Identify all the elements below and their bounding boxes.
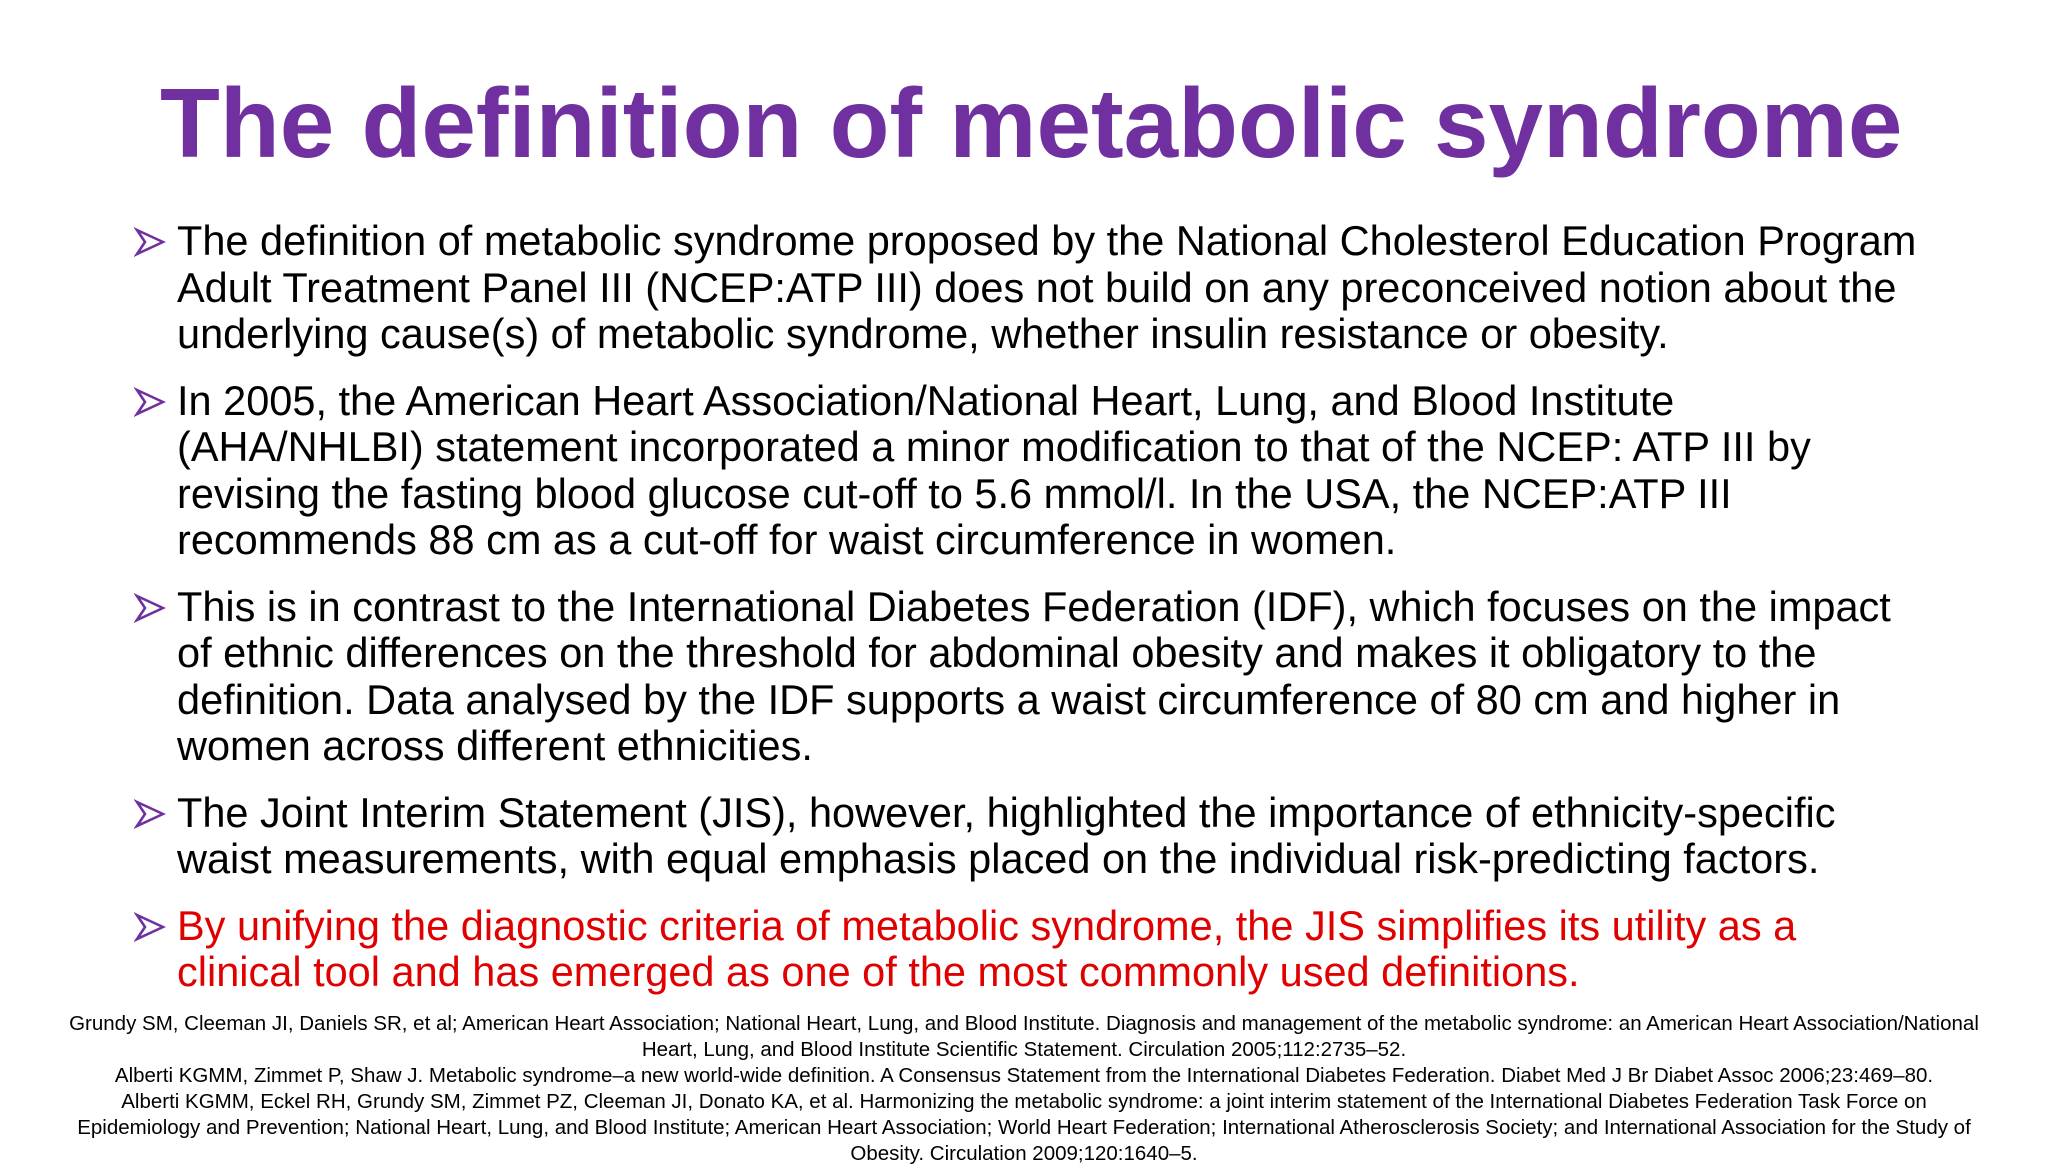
bullet-item-highlighted (134, 903, 1924, 996)
reference-item: Alberti KGMM, Zimmet P, Shaw J. Metabolic syndrome–a new world-wide definition. A Consensus Statement from the International Diabetes Federation. Diabet Med J Br Diabet Assoc 2006;23:469–80. (114, 1064, 1934, 1087)
bullet-item (134, 218, 1924, 358)
bullet-item (134, 790, 1924, 883)
bullet-text: This is in contrast to the International Diabetes Federation (IDF), which focuses on the impact of ethnic differences on the threshold for abdominal obesity and makes it obligatory to the definition. Data analysed by the IDF supports a waist circumference of 80 cm and higher in women across different ethnicities. (177, 582, 1891, 769)
bullet-list (134, 218, 1924, 1016)
bullet-text: The Joint Interim Statement (JIS), however, highlighted the importance of ethnicity-specific waist measurements, with equal emphasis placed on the individual risk-predicting factors. (177, 788, 1836, 882)
arrow-right-icon (134, 387, 166, 417)
slide-title: The definition of metabolic syndrome (160, 68, 1903, 178)
bullet-text: The definition of metabolic syndrome proposed by the National Cholesterol Education Program Adult Treatment Panel III (NCEP:ATP III) does not build on any preconceived notion about the underlying cause(s) of metabolic syndrome, whether insulin resistance or obesity. (177, 217, 1917, 357)
reference-item: Alberti KGMM, Eckel RH, Grundy SM, Zimmet PZ, Cleeman JI, Donato KA, et al. Harmonizing the metabolic syndrome: a joint interim statement of the International Diabetes Federation Task Force on Epidemiology and Prevention; National Heart, Lung, and Blood Institute; American Heart Association; World Heart Federation; International Atherosclerosis Society; and International Association for the Study of Obesity. Circulation 2009;120:1640–5. (77, 1090, 1971, 1165)
arrow-right-icon (134, 593, 166, 623)
references (60, 1011, 1988, 1167)
arrow-right-icon (134, 799, 166, 829)
arrow-right-icon (134, 912, 166, 942)
bullet-item (134, 584, 1924, 770)
arrow-right-icon (134, 227, 166, 257)
reference-item: Grundy SM, Cleeman JI, Daniels SR, et al; American Heart Association; National Heart, Lung, and Blood Institute. Diagnosis and management of the metabolic syndrome: an American Heart Association/National Heart, Lung, and Blood Institute Scientific Statement. Circulation 2005;112:2735–52. (69, 1012, 1979, 1061)
bullet-item (134, 378, 1924, 564)
bullet-text: In 2005, the American Heart Association/National Heart, Lung, and Blood Institute (AHA/NHLBI) statement incorporated a minor modification to that of the NCEP: ATP III by revising the fasting blood glucose cut-off to 5.6 mmol/l. In the USA, the NCEP:ATP III recommends 88 cm as a cut-off for waist circumference in women. (177, 376, 1811, 563)
bullet-text: By unifying the diagnostic criteria of metabolic syndrome, the JIS simplifies its utility as a clinical tool and has emerged as one of the most commonly used definitions. (177, 901, 1797, 995)
